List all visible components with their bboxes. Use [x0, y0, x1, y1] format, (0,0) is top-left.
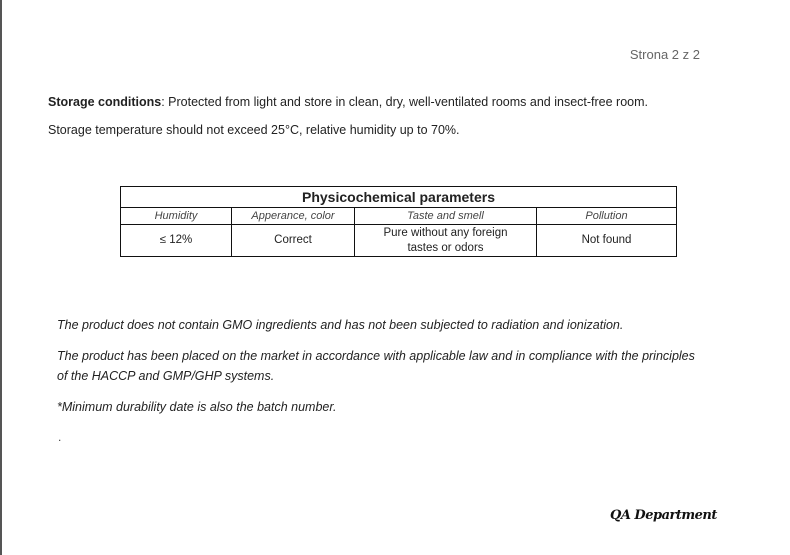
column-header-pollution: Pollution — [537, 208, 677, 225]
cell-appearance: Correct — [232, 225, 355, 257]
physicochemical-parameters-table — [120, 186, 677, 257]
cell-taste-smell: Pure without any foreign tastes or odors — [355, 225, 537, 257]
page-left-border — [0, 0, 2, 555]
page-number: Strona 2 z 2 — [629, 47, 700, 62]
signature-qa-department: QA Department — [610, 508, 717, 523]
storage-conditions-text: Protected from light and store in clean, dry, well-ventilated rooms and insect-free room. — [164, 95, 649, 109]
note-haccp: The product has been placed on the market in accordance with applicable law and in compliance with the principles of the HACCP and GMP/GHP systems. — [57, 349, 695, 383]
column-header-humidity: Humidity — [121, 208, 232, 225]
column-header-appearance: Apperance, color — [232, 208, 355, 225]
trailing-mark: . — [58, 430, 62, 444]
note-durability: *Minimum durability date is also the batch number. — [57, 400, 337, 414]
storage-conditions-line1: Storage conditions: Protected from light and store in clean, dry, well-ventilated rooms and insect-free room. — [48, 95, 649, 109]
notes-section — [57, 315, 707, 428]
column-header-taste-smell: Taste and smell — [355, 208, 537, 225]
storage-conditions-section — [48, 94, 748, 150]
storage-temperature-line: Storage temperature should not exceed 25°C, relative humidity up to 70%. — [48, 123, 460, 137]
storage-conditions-label: Storage conditions — [48, 95, 162, 109]
table-row — [121, 225, 677, 257]
note-gmo: The product does not contain GMO ingredients and has not been subjected to radiation and ionization. — [57, 318, 624, 332]
table-title: Physicochemical parameters — [121, 187, 677, 208]
cell-humidity: ≤ 12% — [121, 225, 232, 257]
table-header-row — [121, 208, 677, 225]
cell-pollution: Not found — [537, 225, 677, 257]
